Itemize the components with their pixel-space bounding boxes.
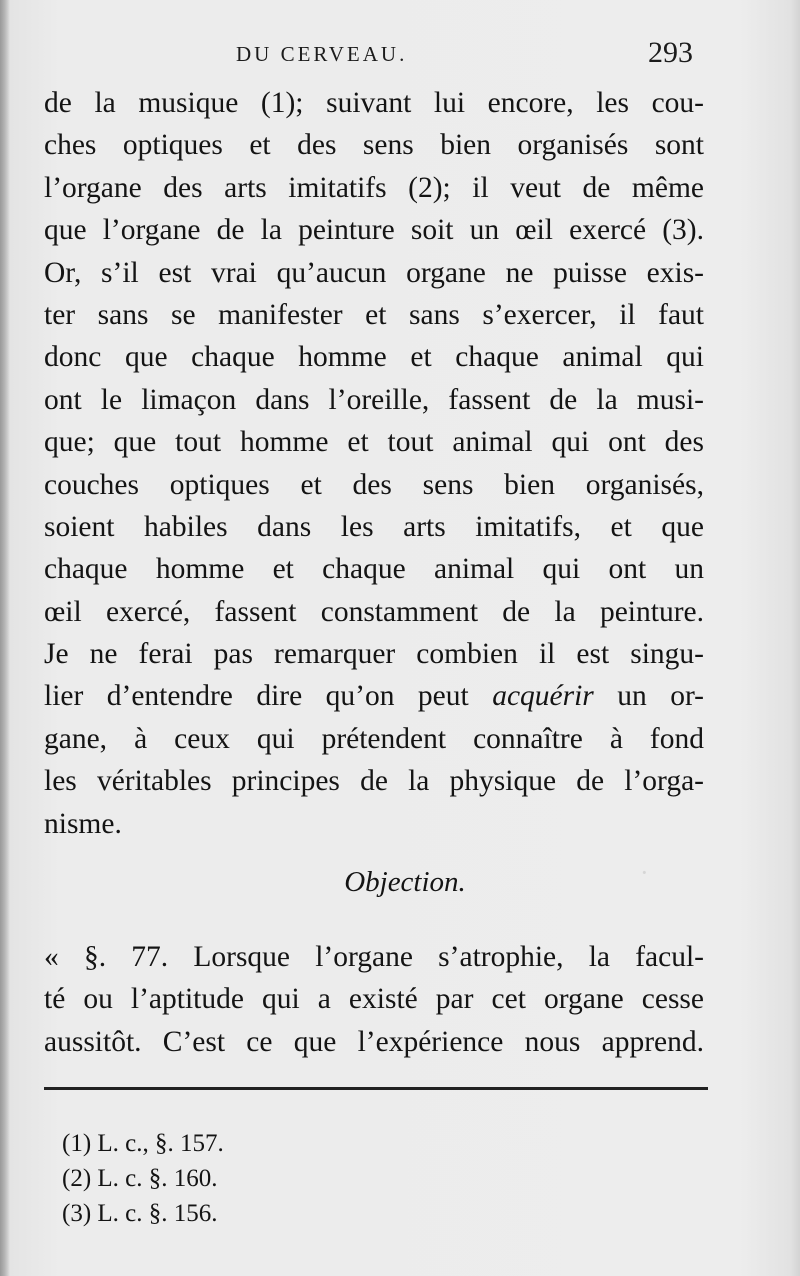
- text-line: œil exercé, fassent constamment de la peinture.: [44, 595, 704, 628]
- text-line: Or, s’il est vrai qu’aucun organe ne puisse exis-: [44, 256, 704, 289]
- text-line: ter sans se manifester et sans s’exercer, il faut: [44, 298, 704, 331]
- text-line: chaque homme et chaque animal qui ont un: [44, 553, 704, 586]
- text-line: ches optiques et des sens bien organisés sont: [44, 129, 704, 162]
- text-line-with-italic: [44, 675, 704, 717]
- text-line: les véritables principes de la physique de l’orga-: [44, 765, 704, 798]
- footnote-rule: [44, 1087, 708, 1090]
- running-head: DU CERVEAU.: [236, 42, 408, 66]
- text-line: de la musique (1); suivant lui encore, les cou-: [44, 87, 704, 119]
- gutter-shadow: [0, 0, 10, 1276]
- section-heading: Objection.: [344, 866, 466, 898]
- main-paragraph: [44, 82, 704, 845]
- page-number: 293: [648, 36, 693, 69]
- text-line: gane, à ceux qui prétendent connaître à fond: [44, 722, 704, 755]
- text-line: ont le limaçon dans l’oreille, fassent de la musi-: [44, 383, 704, 416]
- text-line: nisme.: [44, 807, 122, 840]
- text-line: « §. 77. Lorsque l’organe s’atrophie, la facul-: [44, 941, 704, 973]
- text-line: aussitôt. C’est ce que l’expérience nous apprend.: [44, 1025, 704, 1058]
- text-line: Je ne ferai pas remarquer combien il est singu-: [44, 638, 704, 671]
- footnote: (3) L. c. §. 156.: [62, 1200, 218, 1227]
- text-line: donc que chaque homme et chaque animal qui: [44, 341, 704, 374]
- text-line: que l’organe de la peinture soit un œil exercé (3).: [44, 214, 704, 247]
- show-through-1: ·: [640, 858, 649, 887]
- text-run: un or-: [593, 680, 704, 713]
- text-line: l’organe des arts imitatifs (2); il veut de même: [44, 171, 704, 204]
- text-line: té ou l’aptitude qui a existé par cet organe cesse: [44, 983, 704, 1016]
- text-line: que; que tout homme et tout animal qui ont des: [44, 426, 704, 459]
- footnotes: [62, 1126, 224, 1231]
- text-run: lier d’entendre dire qu’on peut: [44, 680, 493, 713]
- objection-paragraph: [44, 936, 704, 1063]
- text-line: soient habiles dans les arts imitatifs, et que: [44, 510, 704, 543]
- text-line: couches optiques et des sens bien organisés,: [44, 468, 704, 501]
- footnote: (1) L. c., §. 157.: [62, 1130, 224, 1157]
- footnote: (2) L. c. §. 160.: [62, 1165, 218, 1192]
- italic-word: acquérir: [492, 680, 594, 713]
